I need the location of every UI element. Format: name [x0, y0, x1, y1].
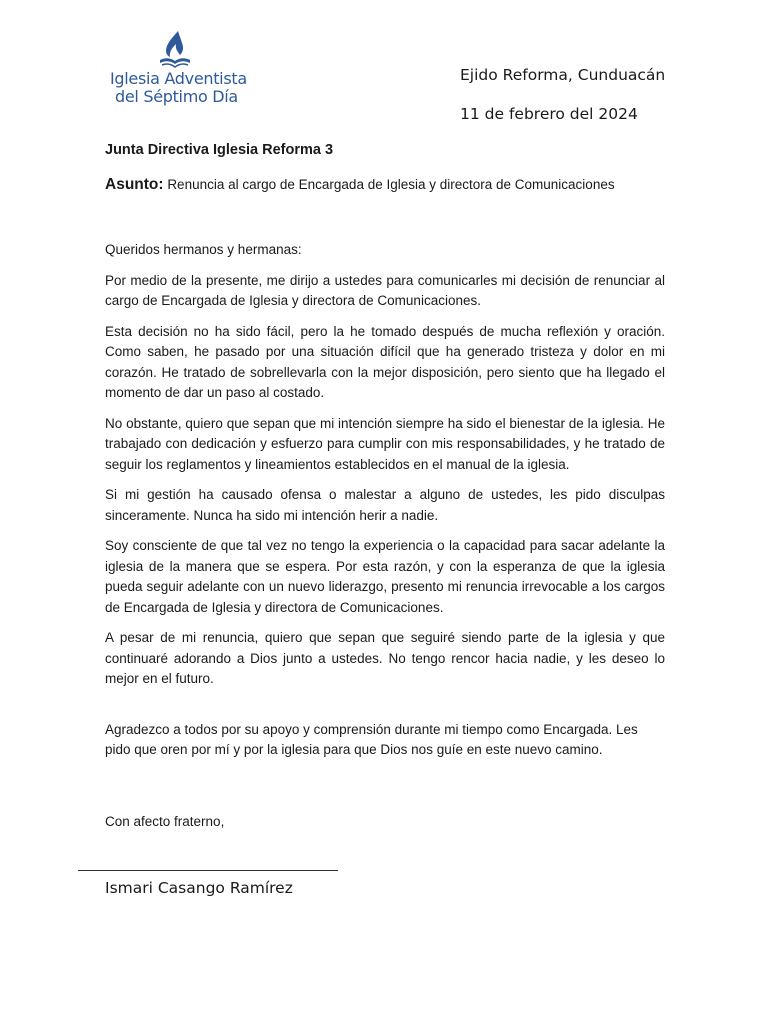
letter-date: 11 de febrero del 2024 [460, 105, 638, 123]
body-paragraph: Por medio de la presente, me dirijo a ustedes para comunicarles mi decisión de renunciar al cargo de Encargada de Iglesia y directora de Comunicaciones. [105, 272, 665, 308]
body-paragraph: Si mi gestión ha causado ofensa o malestar a alguno de ustedes, les pido disculpas sinceramente. Nunca ha sido mi intención herir a nadie. [105, 487, 665, 523]
logo-text [110, 70, 260, 106]
body-paragraph: Agradezco a todos por su apoyo y comprensión durante mi tiempo como Encargada. Les pido que oren por mí y por la iglesia para que Dios nos guíe en este nuevo camino. [105, 721, 638, 757]
closing: Con afecto fraterno, [105, 814, 225, 829]
signature-name: Ismari Casango Ramírez [105, 879, 293, 897]
logo-line-1: Iglesia Adventista [110, 69, 247, 88]
subject-label: Asunto: [105, 176, 164, 193]
adventist-flame-bible-icon [158, 30, 192, 68]
signature-line [78, 870, 338, 871]
letter-body [105, 240, 665, 771]
subject-text: Renuncia al cargo de Encargada de Iglesia y directora de Comunicaciones [167, 177, 615, 192]
body-paragraph: Soy consciente de que tal vez no tengo la experiencia o la capacidad para sacar adelante la iglesia de la manera que se espera. Por esta razón, y con la esperanza de que la iglesia pueda seguir adelante con un nuevo liderazgo, presento mi renuncia irrevocable a los cargos de Encargada de Iglesia y directora de Comunicaciones. [105, 538, 665, 615]
greeting: Queridos hermanos y hermanas: [105, 242, 302, 257]
church-logo [110, 30, 260, 110]
body-paragraph: No obstante, quiero que sepan que mi intención siempre ha sido el bienestar de la iglesia. He trabajado con dedicación y esfuerzo para cumplir con mis responsabilidades, y he tratado de seguir los reglamentos y lineamientos establecidos en el manual de la iglesia. [105, 415, 665, 472]
letter-place: Ejido Reforma, Cunduacán [460, 66, 666, 84]
logo-line-2: del Séptimo Día [115, 87, 238, 106]
recipient: Junta Directiva Iglesia Reforma 3 [105, 142, 334, 158]
body-paragraph: Esta decisión no ha sido fácil, pero la he tomado después de mucha reflexión y oración. Como saben, he pasado por una situación difícil que ha generado tristeza y dolor en mi corazón. He tratado de sobrellevarla con la mejor disposición, pero siento que ha llegado el momento de dar un paso al costado. [105, 323, 665, 400]
body-paragraph: A pesar de mi renuncia, quiero que sepan que seguiré siendo parte de la iglesia y que continuaré adorando a Dios junto a ustedes. No tengo rencor hacia nadie, y les deseo lo mejor en el futuro. [105, 630, 665, 686]
subject-line [105, 176, 615, 194]
